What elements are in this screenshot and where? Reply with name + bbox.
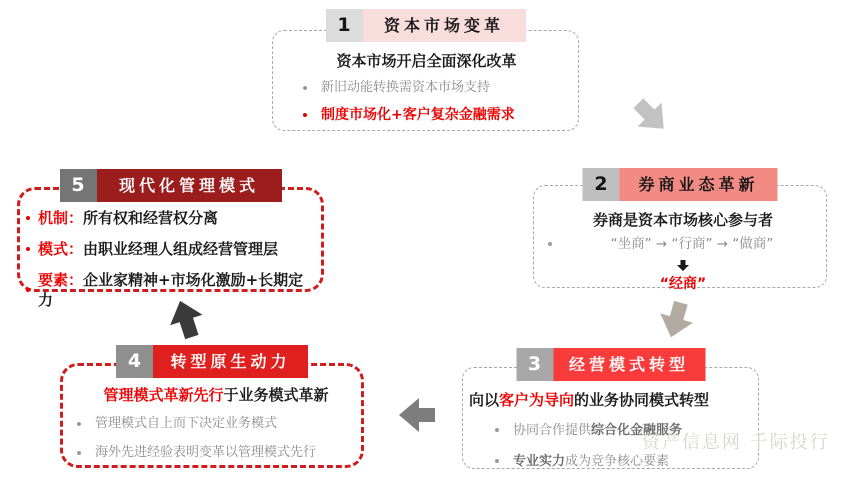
box4-bullet-1 [77, 414, 355, 434]
box4-bullet-2 [77, 443, 355, 463]
arrow-3-to-4-icon [399, 398, 435, 432]
box3-number-badge: 3 [516, 348, 553, 381]
box1-headline: 资本市场开启全面深化改革 [336, 52, 517, 70]
bullet-dot [77, 422, 81, 426]
box2-result-text: “经商” [659, 276, 707, 292]
box2-bullet-1 [548, 234, 818, 254]
small-down-arrow-icon [677, 260, 689, 271]
box5-item-2-text [38, 239, 278, 259]
box3-header [516, 348, 705, 381]
box2-title: 券商业态革新 [620, 168, 778, 201]
box1-bullet-1-text: 新旧动能转换需资本市场支持 [321, 80, 491, 95]
box3-headline-pre: 向以 [469, 391, 500, 409]
box5-title: 现代化管理模式 [97, 169, 282, 202]
box5-item-2-label: 模式： [38, 240, 84, 258]
bullet-dot-red [26, 288, 30, 292]
box1-bullet-2 [303, 105, 568, 125]
bullet-dot [303, 86, 307, 90]
box4-title: 转型原生动力 [153, 345, 308, 378]
box4-headline [77, 385, 355, 405]
box5-body [20, 190, 321, 310]
box4-headline-highlight: 管理模式革新先行 [103, 386, 224, 404]
bullet-dot [495, 459, 499, 463]
arrow-2-to-3-icon [655, 298, 698, 342]
box1-bullet-2-text: 制度市场化+客户复杂金融需求 [321, 107, 515, 123]
box5-item-3 [26, 270, 317, 310]
box1-body [273, 31, 578, 125]
bullet-dot-red [303, 113, 307, 117]
box3-bullet-2-post: 成为竞争核心要素 [565, 454, 670, 469]
bullet-dot [548, 242, 552, 246]
box3-title: 经营模式转型 [553, 348, 705, 381]
box-capital-market-reform [272, 14, 579, 131]
box5-item-2 [26, 239, 317, 259]
box3-headline-highlight: 客户为导向 [499, 391, 575, 409]
bullet-dot [77, 451, 81, 455]
box-brokerage-innovation [533, 173, 827, 292]
box4-headline-post: 于业务模式革新 [223, 386, 329, 404]
box1-bullet-1 [303, 78, 568, 98]
box4-bullet-2-text: 海外先进经验表明变革以管理模式先行 [95, 445, 317, 460]
box2-headline: 券商是资本市场核心参与者 [592, 211, 773, 229]
watermark: 资产信息网 千际投行 [642, 432, 830, 453]
box5-number-badge: 5 [60, 169, 97, 202]
box5-item-3-value: 企业家精神+市场化激励+长期定力 [38, 271, 304, 309]
box2-number-badge: 2 [583, 168, 620, 201]
box4-body [63, 366, 361, 463]
box4-bullet-1-text: 管理模式自上而下决定业务模式 [95, 416, 278, 431]
box2-header [583, 168, 778, 201]
box1-title: 资本市场变革 [363, 9, 526, 42]
box3-headline [469, 390, 754, 410]
arrow-1-to-2-icon [626, 91, 675, 140]
box2-body [534, 186, 826, 292]
box5-item-1-label: 机制： [38, 209, 84, 227]
bullet-dot-red [26, 247, 30, 251]
box5-item-3-label: 要素： [38, 271, 84, 289]
box5-item-1 [26, 208, 317, 228]
box-transformation-driver [60, 350, 364, 468]
box5-item-1-value: 所有权和经营权分离 [83, 209, 219, 227]
box5-item-3-text [38, 270, 317, 310]
box2-bullet-1-text: “坐商” → “行商” → “做商” [610, 236, 774, 252]
box3-bullet-1-bold: 综合化金融服务 [591, 423, 683, 438]
box3-headline-post: 的业务协同模式转型 [574, 391, 710, 409]
box-modern-management-model [17, 174, 324, 309]
box3-bullet-2-bold: 专业实力 [513, 454, 566, 469]
box5-item-1-text [38, 208, 218, 228]
box3-bullet-1-pre: 协同合作提供 [513, 423, 592, 438]
bullet-dot [495, 428, 499, 432]
box1-header [326, 9, 526, 42]
box4-number-badge: 4 [116, 345, 153, 378]
box4-header [116, 345, 308, 378]
box5-item-2-value: 由职业经理人组成经营管理层 [83, 240, 279, 258]
bullet-dot-red [26, 216, 30, 220]
box3-body [463, 368, 758, 472]
box5-header [60, 169, 282, 202]
box1-number-badge: 1 [326, 9, 363, 42]
